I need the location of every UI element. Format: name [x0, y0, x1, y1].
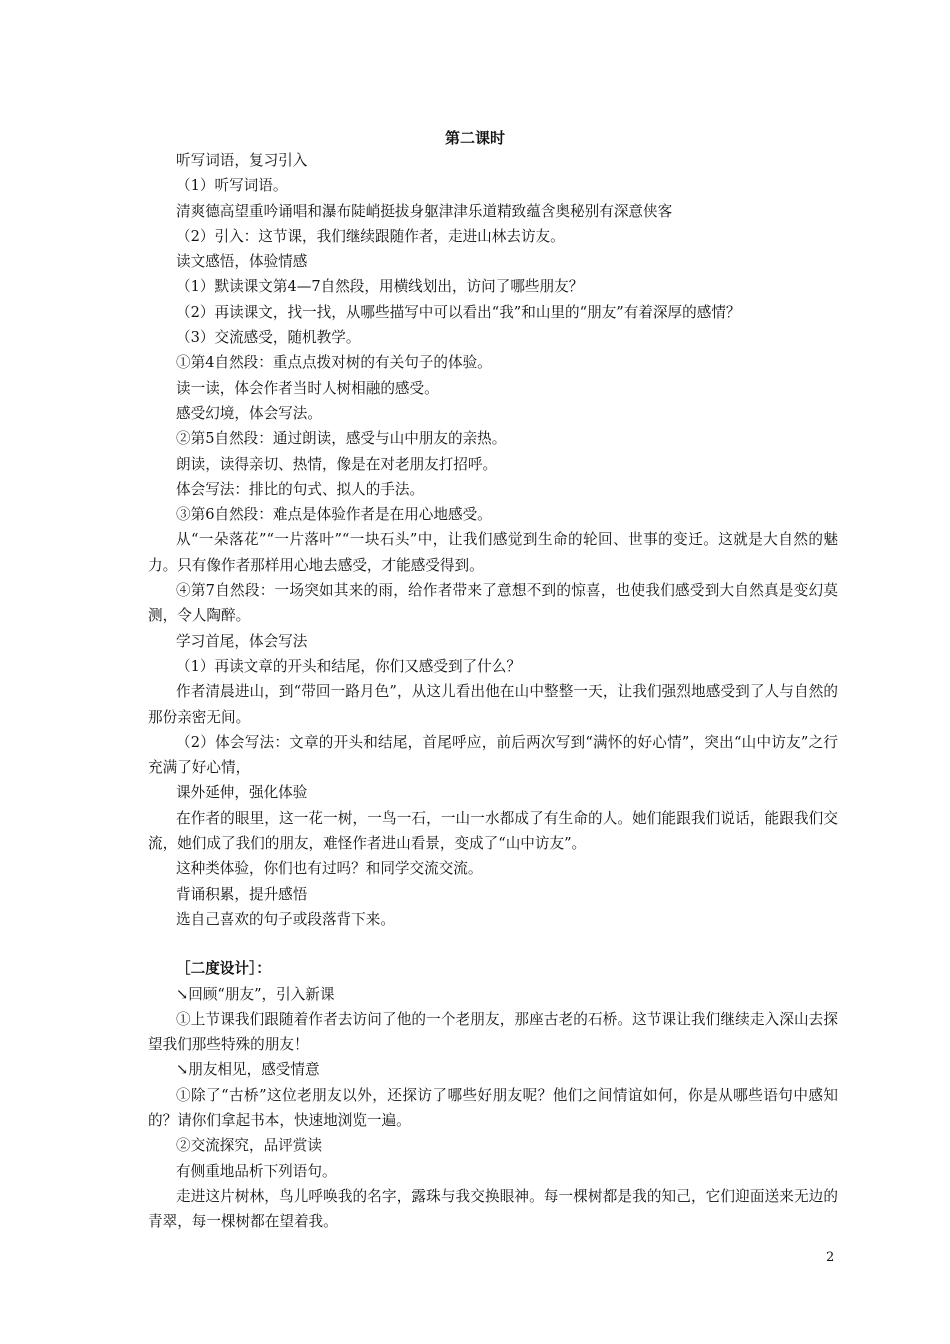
paragraph: ③第6自然段：难点是体验作者是在用心地感受。 [176, 506, 492, 524]
paragraph: 听写词语，复习引入 [176, 152, 308, 169]
paragraph: 体会写法：排比的句式、拟人的手法。 [176, 480, 425, 498]
paragraph: （1）默读课文第4—7自然段，用横线划出，访问了哪些朋友？ [176, 278, 584, 296]
paragraph: （2）再读课文，找一找，从哪些描写中可以看出“我”和山里的“朋友”有着深厚的感情？ [176, 303, 741, 321]
paragraph: 有侧重地品析下列语句。 [176, 1162, 337, 1180]
paragraph: ②第5自然段：通过朗读，感受与山中朋友的亲热。 [176, 430, 507, 448]
paragraph: 读一读，体会作者当时人树相融的感受。 [176, 379, 439, 397]
paragraph: 课外延伸，强化体验 [176, 784, 308, 802]
paragraph: （2）体会写法：文章的开头和结尾，首尾呼应，前后两次写到“满怀的好心情”，突出“山中访友”之行充满了好心情， [148, 733, 838, 777]
paragraph: ↘朋友相见，感受情意 [176, 1061, 320, 1079]
paragraph: ④第7自然段：一场突如其来的雨，给作者带来了意想不到的惊喜，也使我们感受到大自然真是变幻莫测，令人陶醉。 [148, 582, 838, 625]
lesson-title: 第二课时 [444, 129, 505, 147]
paragraph: ①第4自然段：重点点拨对树的有关句子的体验。 [176, 354, 492, 372]
paragraph: 作者清晨进山，到“带回一路月色”，从这儿看出他在山中整整一天，让我们强烈地感受到了人与自然的那份亲密无间。 [148, 683, 838, 726]
paragraph: 读文感悟，体验情感 [176, 253, 308, 271]
paragraph: 选自己喜欢的句子或段落背下来。 [176, 910, 395, 928]
paragraph: 清爽德高望重吟诵唱和瀑布陡峭挺拔身躯津津乐道精致蕴含奥秘别有深意侠客 [176, 202, 673, 220]
paragraph: ↘回顾“朋友”，引入新课 [176, 985, 335, 1003]
paragraph: （2）引入：这节课，我们继续跟随作者，走进山林去访友。 [176, 227, 565, 245]
paragraph: 这种类体验，你们也有过吗？和同学交流交流。 [176, 860, 483, 878]
paragraph: （1）听写词语。 [176, 177, 288, 195]
paragraph: 学习首尾，体会写法 [176, 632, 308, 650]
section-heading: ［二度设计］： [176, 960, 271, 978]
paragraph: 在作者的眼里，这一花一树，一鸟一石，一山一水都成了有生命的人。她们能跟我们说话，能跟我们交流，她们成了我们的朋友，难怪作者进山看景，变成了“山中访友”。 [148, 809, 838, 853]
paragraph: （3）交流感受，随机教学。 [176, 329, 361, 347]
paragraph: ①上节课我们跟随着作者去访问了他的一个老朋友，那座古老的石桥。这节课让我们继续走入深山去探望我们那些特殊的朋友！ [148, 1010, 838, 1054]
page-number: 2 [826, 1250, 835, 1265]
paragraph: 背诵积累，提升感悟 [176, 885, 308, 903]
paragraph: （1）再读文章的开头和结尾，你们又感受到了什么？ [176, 657, 521, 675]
paragraph: 感受幻境，体会写法。 [176, 404, 322, 422]
paragraph: ①除了“古桥”这位老朋友以外，还探访了哪些好朋友呢？他们之间情谊如何，你是从哪些语句中感知的？请你们拿起书本，快速地浏览一遍。 [148, 1086, 838, 1129]
paragraph: ②交流探究，品评赏读 [176, 1137, 322, 1155]
paragraph: 朗读，读得亲切、热情，像是在对老朋友打招呼。 [176, 455, 498, 473]
section-spacer [148, 932, 838, 956]
document-body [148, 148, 838, 1234]
paragraph: 走进这片树林，鸟儿呼唤我的名字，露珠与我交换眼神。每一棵树都是我的知己，它们迎面送来无边的青翠，每一棵树都在望着我。 [148, 1187, 838, 1231]
paragraph: 从“一朵落花”“一片落叶”“一块石头”中，让我们感觉到生命的轮回、世事的变迁。这就是大自然的魅力。只有像作者那样用心地去感受，才能感受得到。 [148, 531, 838, 574]
